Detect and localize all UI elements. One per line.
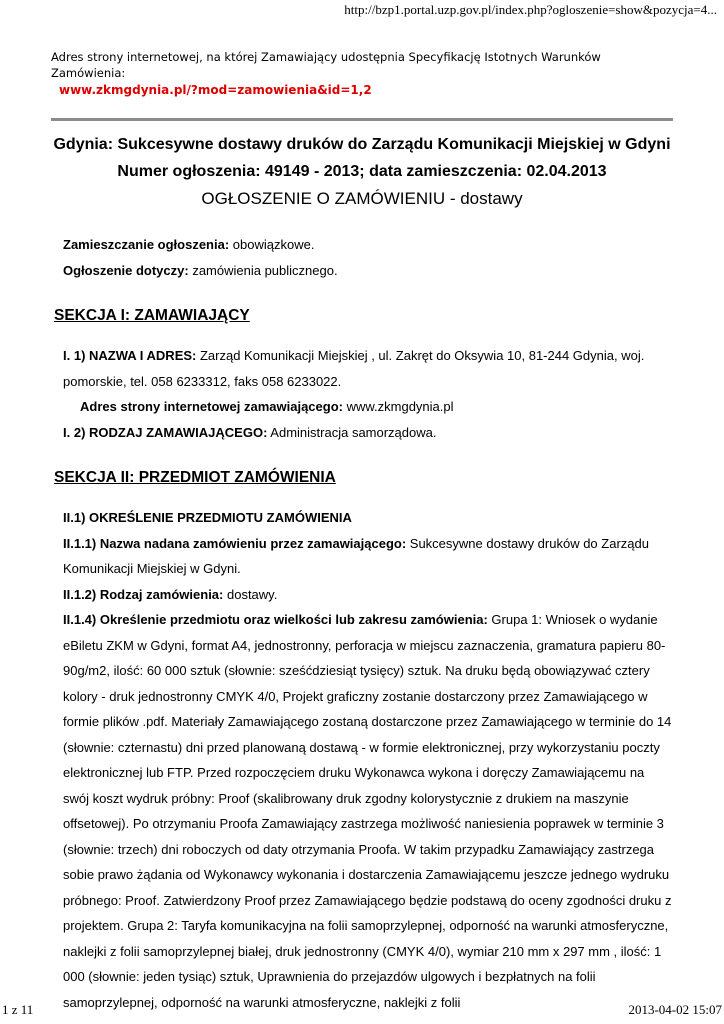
s1-nazwa-adres — [63, 343, 673, 394]
section-2-heading: SEKCJA II: PRZEDMIOT ZAMÓWIENIA — [54, 469, 336, 486]
s1-adres-www-label: Adres strony internetowej zamawiającego: — [80, 399, 343, 414]
meta-dotyczy — [63, 258, 673, 284]
s2-okreslenie-header-label: II.1) OKREŚLENIE PRZEDMIOTU ZAMÓWIENIA — [63, 510, 352, 525]
announcement-number-line: Numer ogłoszenia: 49149 - 2013; data zamieszczenia: 02.04.2013 — [117, 163, 607, 180]
meta-block — [51, 232, 673, 283]
page-title: Gdynia: Sukcesywne dostawy druków do Zarządu Komunikacji Miejskiej w Gdyni — [53, 136, 671, 153]
meta-zamieszczanie-label: Zamieszczanie ogłoszenia: — [63, 237, 230, 252]
s2-nazwa-value: Sukcesywne dostawy druków do Zarządu Komunikacji Miejskiej w Gdyni. — [63, 535, 649, 576]
print-footer-page-number: 1 z 11 — [2, 1002, 34, 1017]
s2-rodzaj-label: II.1.2) Rodzaj zamówienia: — [63, 586, 224, 602]
divider-rule — [51, 118, 673, 121]
section-1-body — [51, 343, 673, 445]
s1-rodzaj — [63, 420, 673, 446]
announcement-type-line: OGŁOSZENIE O ZAMÓWIENIU - dostawy — [201, 189, 523, 208]
s1-nazwa-adres-label: I. 1) NAZWA I ADRES: — [63, 348, 197, 363]
s2-zakres — [63, 607, 673, 1015]
document-page — [51, 0, 673, 1015]
s1-rodzaj-label: I. 2) RODZAJ ZAMAWIAJĄCEGO: — [63, 424, 268, 440]
print-footer-datetime: 2013-04-02 15:07 — [628, 1002, 722, 1017]
s1-adres-www-value: www.zkmgdynia.pl — [342, 399, 454, 414]
section-2-body — [51, 505, 673, 1015]
section-1-heading: SEKCJA I: ZAMAWIAJĄCY — [54, 307, 250, 324]
print-header-url: http://bzp1.portal.uzp.gov.pl/index.php?ogloszenie=show&pozycja=4... — [344, 2, 717, 17]
s2-zakres-label: II.1.4) Określenie przedmiotu oraz wielkości lub zakresu zamówienia: — [63, 612, 488, 627]
siwz-address-block — [51, 49, 673, 98]
meta-zamieszczanie-value: obowiązkowe. — [229, 237, 315, 252]
s2-nazwa — [63, 531, 673, 582]
meta-dotyczy-label: Ogłoszenie dotyczy: — [63, 262, 189, 278]
siwz-link[interactable]: www.zkmgdynia.pl/?mod=zamowienia&id=1,2 — [59, 83, 372, 97]
title-block — [51, 131, 673, 212]
s2-rodzaj-value: dostawy. — [223, 586, 278, 602]
meta-zamieszczanie — [63, 232, 673, 258]
s2-nazwa-label: II.1.1) Nazwa nadana zamówieniu przez zamawiającego: — [63, 535, 407, 551]
s1-adres-www — [63, 394, 673, 420]
s2-zakres-value: Grupa 1: Wniosek o wydanie eBiletu ZKM w Gdyni, format A4, jednostronny, perforacja w miejscu zaznaczenia, gramatura papieru 80-90g/m2, ilość: 60 000 sztuk (słownie: sześćdziesiąt tysięcy) sztuk. Na druku będą obowiązywać cztery kolory - druk jednostronny CMYK 4/0, Projekt graficzny zostanie dostarczony przez Zamawiającego w formie plików .pdf. Materiały Zamawiającego zostaną dostarczone przez Zamawiającego w terminie do 14 (słownie: czternastu) dni przed planowaną dostawą - w formie elektronicznej, przy wykorzystaniu poczty elektronicznej lub FTP. Przed rozpoczęciem druku Wykonawca wykona i doręczy Zamawiającemu na swój koszt wydruk próbny: Proof (skalibrowany druk zgodny kolorystycznie z drukiem na maszynie offsetowej). Po otrzymaniu Proofa Zamawiający zastrzega możliwość naniesienia poprawek w terminie 3 (słownie: trzech) dni roboczych od daty otrzymania Proofa. W takim przypadku Zamawiający zastrzega sobie prawo żądania od Wykonawcy wykonania i dostarczenia Zamawiającemu jeszcze jednego wydruku próbnego: Proof. Zatwierdzony Proof przez Zamawiającego będzie podstawą do oceny zgodności druku z projektem. Grupa 2: Taryfa komunikacyjna na folii samoprzylepnej, odporność na warunki atmosferyczne, naklejki z folii samoprzylepnej białej, druk jednostronny (CMYK 4/0), wymiar 210 mm x 297 mm , ilość: 1 000 (słownie: jeden tysiąc) sztuk, Uprawnienia do przejazdów ulgowych i bezpłatnych na folii samoprzylepnej, odporność na warunki atmosferyczne, naklejki z folii — [63, 612, 672, 1010]
s2-okreslenie-header — [63, 505, 673, 531]
s1-rodzaj-value: Administracja samorządowa. — [267, 424, 437, 440]
s1-nazwa-adres-value: Zarząd Komunikacji Miejskiej , ul. Zakręt do Oksywia 10, 81-244 Gdynia, woj. pomorskie, tel. 058 6233312, faks 058 6233022. — [63, 348, 645, 389]
siwz-intro-text: Adres strony internetowej, na której Zamawiający udostępnia Specyfikację Istotnych Warunków Zamówienia: — [51, 50, 601, 80]
s2-rodzaj — [63, 582, 673, 608]
meta-dotyczy-value: zamówienia publicznego. — [188, 262, 338, 278]
